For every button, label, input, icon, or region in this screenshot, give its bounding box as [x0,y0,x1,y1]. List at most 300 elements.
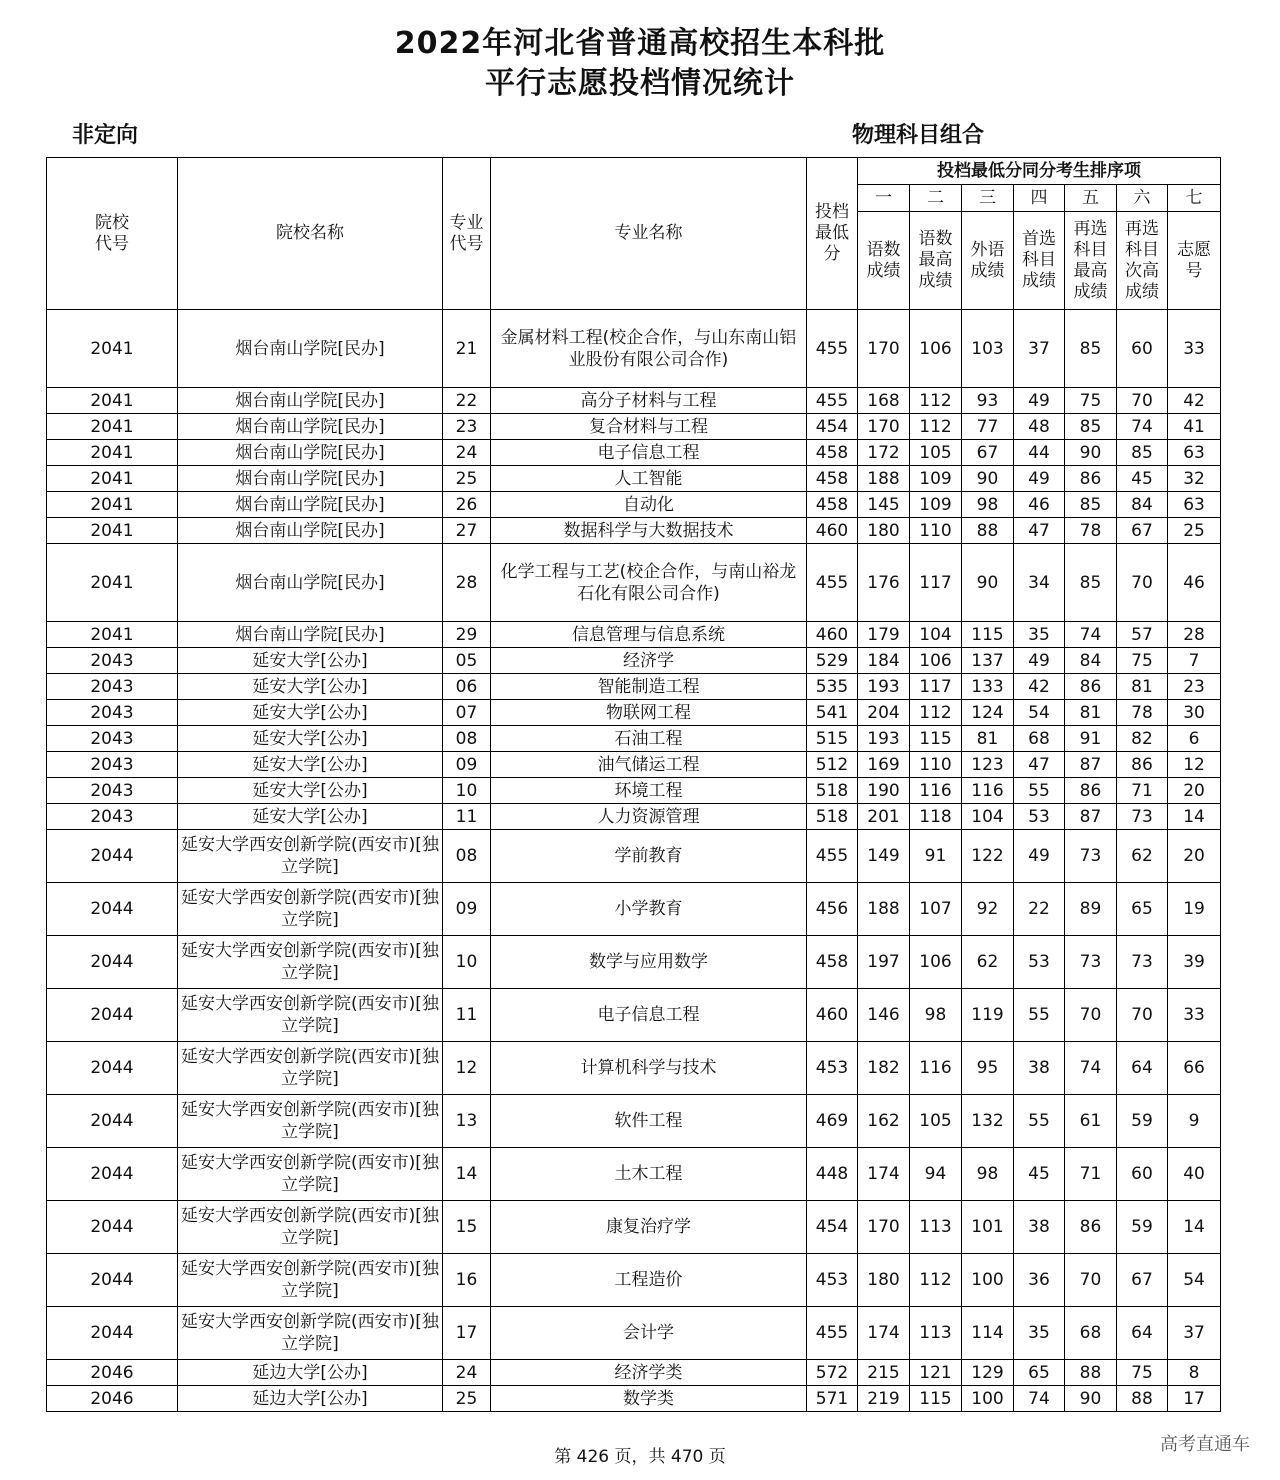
cell-school-name: 烟台南山学院[民办] [178,466,443,492]
cell-min-score: 512 [807,752,858,778]
cell-major-name: 小学教育 [491,883,807,936]
cell-second-subject-second: 70 [1117,388,1168,414]
cell-chinese-math-max: 112 [910,700,962,726]
table-row [47,989,1221,1042]
cell-choice-number: 30 [1168,700,1221,726]
header-min-score: 投档最低分 [807,158,858,310]
cell-school-name: 烟台南山学院[民办] [178,388,443,414]
cell-chinese-math-score: 168 [858,388,910,414]
cell-second-subject-second: 81 [1117,674,1168,700]
cell-min-score: 571 [807,1386,858,1412]
table-row [47,1042,1221,1095]
cell-first-subject-score: 36 [1014,1254,1065,1307]
cell-foreign-lang-score: 88 [962,518,1014,544]
cell-chinese-math-max: 109 [910,492,962,518]
table-row [47,544,1221,622]
cell-min-score: 518 [807,804,858,830]
cell-second-subject-second: 75 [1117,648,1168,674]
table-row [47,388,1221,414]
cell-min-score: 529 [807,648,858,674]
cell-school-name: 延安大学西安创新学院(西安市)[独立学院] [178,989,443,1042]
cell-major-code: 29 [443,622,491,648]
cell-choice-number: 66 [1168,1042,1221,1095]
cell-school-name: 延安大学西安创新学院(西安市)[独立学院] [178,830,443,883]
cell-chinese-math-score: 204 [858,700,910,726]
cell-second-subject-max: 85 [1065,310,1117,388]
cell-first-subject-score: 49 [1014,830,1065,883]
cell-foreign-lang-score: 129 [962,1360,1014,1386]
cell-second-subject-max: 68 [1065,1307,1117,1360]
cell-choice-number: 23 [1168,674,1221,700]
cell-major-code: 14 [443,1148,491,1201]
cell-chinese-math-score: 201 [858,804,910,830]
cell-major-name: 电子信息工程 [491,440,807,466]
header-tiebreak-num: 二 [910,185,962,212]
cell-foreign-lang-score: 137 [962,648,1014,674]
cell-choice-number: 17 [1168,1386,1221,1412]
cell-school-code: 2041 [47,544,178,622]
cell-major-code: 09 [443,883,491,936]
cell-second-subject-max: 70 [1065,1254,1117,1307]
cell-first-subject-score: 38 [1014,1042,1065,1095]
cell-school-name: 延安大学[公办] [178,804,443,830]
cell-major-code: 08 [443,726,491,752]
cell-chinese-math-score: 170 [858,1201,910,1254]
cell-school-name: 烟台南山学院[民办] [178,622,443,648]
cell-foreign-lang-score: 81 [962,726,1014,752]
cell-second-subject-max: 89 [1065,883,1117,936]
cell-chinese-math-max: 112 [910,1254,962,1307]
table-row [47,830,1221,883]
cell-major-name: 自动化 [491,492,807,518]
table-row [47,1254,1221,1307]
cell-major-name: 油气储运工程 [491,752,807,778]
cell-choice-number: 33 [1168,989,1221,1042]
cell-foreign-lang-score: 132 [962,1095,1014,1148]
cell-chinese-math-max: 117 [910,674,962,700]
header-tiebreak-label: 外语成绩 [962,212,1014,310]
cell-min-score: 453 [807,1042,858,1095]
cell-school-code: 2044 [47,1254,178,1307]
cell-first-subject-score: 65 [1014,1360,1065,1386]
cell-major-name: 环境工程 [491,778,807,804]
cell-chinese-math-score: 179 [858,622,910,648]
cell-first-subject-score: 55 [1014,989,1065,1042]
header-tiebreak-num: 六 [1117,185,1168,212]
header-tiebreak-num: 一 [858,185,910,212]
cell-chinese-math-max: 112 [910,414,962,440]
cell-major-name: 智能制造工程 [491,674,807,700]
cell-foreign-lang-score: 98 [962,492,1014,518]
cell-school-code: 2041 [47,466,178,492]
cell-major-code: 17 [443,1307,491,1360]
cell-school-code: 2043 [47,778,178,804]
header-tiebreak-label: 语数成绩 [858,212,910,310]
cell-major-name: 数据科学与大数据技术 [491,518,807,544]
cell-min-score: 455 [807,830,858,883]
cell-choice-number: 20 [1168,830,1221,883]
cell-second-subject-second: 64 [1117,1307,1168,1360]
cell-min-score: 469 [807,1095,858,1148]
header-school-code: 院校代号 [47,158,178,310]
table-row [47,700,1221,726]
cell-foreign-lang-score: 104 [962,804,1014,830]
cell-school-code: 2046 [47,1386,178,1412]
cell-second-subject-max: 87 [1065,752,1117,778]
cell-second-subject-second: 64 [1117,1042,1168,1095]
cell-foreign-lang-score: 67 [962,440,1014,466]
cell-chinese-math-max: 106 [910,936,962,989]
cell-major-code: 11 [443,989,491,1042]
table-row [47,440,1221,466]
cell-chinese-math-score: 176 [858,544,910,622]
cell-second-subject-max: 86 [1065,1201,1117,1254]
cell-min-score: 455 [807,388,858,414]
cell-chinese-math-score: 188 [858,883,910,936]
header-major-name: 专业名称 [491,158,807,310]
cell-foreign-lang-score: 101 [962,1201,1014,1254]
cell-min-score: 460 [807,989,858,1042]
cell-chinese-math-max: 106 [910,648,962,674]
cell-min-score: 572 [807,1360,858,1386]
cell-second-subject-max: 74 [1065,622,1117,648]
cell-foreign-lang-score: 90 [962,466,1014,492]
cell-second-subject-max: 73 [1065,830,1117,883]
cell-min-score: 455 [807,1307,858,1360]
cell-school-name: 延安大学西安创新学院(西安市)[独立学院] [178,1201,443,1254]
cell-major-name: 复合材料与工程 [491,414,807,440]
cell-school-name: 烟台南山学院[民办] [178,492,443,518]
cell-second-subject-max: 86 [1065,466,1117,492]
cell-chinese-math-max: 98 [910,989,962,1042]
cell-major-code: 09 [443,752,491,778]
cell-min-score: 460 [807,622,858,648]
cell-foreign-lang-score: 122 [962,830,1014,883]
cell-second-subject-max: 61 [1065,1095,1117,1148]
cell-choice-number: 41 [1168,414,1221,440]
cell-second-subject-max: 70 [1065,989,1117,1042]
cell-major-code: 25 [443,1386,491,1412]
cell-min-score: 453 [807,1254,858,1307]
cell-first-subject-score: 53 [1014,804,1065,830]
cell-school-code: 2041 [47,388,178,414]
cell-school-name: 延安大学[公办] [178,726,443,752]
cell-school-name: 延安大学西安创新学院(西安市)[独立学院] [178,1254,443,1307]
cell-major-name: 工程造价 [491,1254,807,1307]
cell-first-subject-score: 46 [1014,492,1065,518]
cell-choice-number: 42 [1168,388,1221,414]
cell-chinese-math-score: 174 [858,1148,910,1201]
cell-second-subject-second: 60 [1117,310,1168,388]
cell-second-subject-max: 88 [1065,1360,1117,1386]
table-row [47,622,1221,648]
cell-school-name: 延边大学[公办] [178,1360,443,1386]
cell-school-code: 2044 [47,1307,178,1360]
table-row [47,804,1221,830]
page-title-line2: 平行志愿投档情况统计 [485,66,795,101]
cell-chinese-math-score: 197 [858,936,910,989]
subject-group-label: 物理科目组合 [852,123,985,148]
cell-second-subject-second: 84 [1117,492,1168,518]
cell-foreign-lang-score: 90 [962,544,1014,622]
cell-major-code: 28 [443,544,491,622]
cell-foreign-lang-score: 92 [962,883,1014,936]
header-tiebreak-label: 语数最高成绩 [910,212,962,310]
cell-major-code: 05 [443,648,491,674]
cell-chinese-math-score: 172 [858,440,910,466]
category-label: 非定向 [72,123,139,148]
cell-second-subject-second: 57 [1117,622,1168,648]
cell-chinese-math-score: 146 [858,989,910,1042]
cell-chinese-math-max: 113 [910,1307,962,1360]
cell-major-name: 金属材料工程(校企合作，与山东南山铝业股份有限公司合作) [491,310,807,388]
cell-major-name: 数学类 [491,1386,807,1412]
header-major-code: 专业代号 [443,158,491,310]
cell-second-subject-max: 85 [1065,544,1117,622]
cell-major-code: 25 [443,466,491,492]
cell-school-name: 延安大学西安创新学院(西安市)[独立学院] [178,1095,443,1148]
cell-major-name: 化学工程与工艺(校企合作，与南山裕龙石化有限公司合作) [491,544,807,622]
header-school-name: 院校名称 [178,158,443,310]
cell-major-name: 康复治疗学 [491,1201,807,1254]
cell-first-subject-score: 47 [1014,518,1065,544]
cell-min-score: 460 [807,518,858,544]
cell-chinese-math-score: 170 [858,414,910,440]
table-row [47,1201,1221,1254]
table-row [47,752,1221,778]
table-row [47,518,1221,544]
cell-second-subject-max: 87 [1065,804,1117,830]
cell-first-subject-score: 54 [1014,700,1065,726]
table-row [47,778,1221,804]
cell-choice-number: 6 [1168,726,1221,752]
cell-chinese-math-max: 109 [910,466,962,492]
cell-major-code: 22 [443,388,491,414]
cell-chinese-math-score: 149 [858,830,910,883]
cell-second-subject-second: 74 [1117,414,1168,440]
cell-first-subject-score: 45 [1014,1148,1065,1201]
cell-first-subject-score: 47 [1014,752,1065,778]
page-title-line1: 2022年河北省普通高校招生本科批 [394,26,886,61]
cell-chinese-math-score: 169 [858,752,910,778]
cell-second-subject-second: 62 [1117,830,1168,883]
cell-min-score: 458 [807,440,858,466]
cell-min-score: 456 [807,883,858,936]
cell-school-code: 2043 [47,674,178,700]
cell-second-subject-second: 60 [1117,1148,1168,1201]
cell-second-subject-second: 70 [1117,989,1168,1042]
cell-major-name: 软件工程 [491,1095,807,1148]
watermark: 高考直通车 [1160,1434,1250,1455]
cell-first-subject-score: 37 [1014,310,1065,388]
header-tiebreak-label: 首选科目成绩 [1014,212,1065,310]
cell-major-code: 24 [443,440,491,466]
cell-school-name: 延安大学西安创新学院(西安市)[独立学院] [178,1042,443,1095]
cell-second-subject-max: 86 [1065,778,1117,804]
cell-second-subject-max: 71 [1065,1148,1117,1201]
cell-choice-number: 63 [1168,440,1221,466]
cell-first-subject-score: 22 [1014,883,1065,936]
cell-first-subject-score: 42 [1014,674,1065,700]
cell-min-score: 518 [807,778,858,804]
cell-major-code: 12 [443,1042,491,1095]
cell-choice-number: 32 [1168,466,1221,492]
table-row [47,674,1221,700]
cell-major-name: 电子信息工程 [491,989,807,1042]
cell-major-name: 土木工程 [491,1148,807,1201]
cell-major-name: 人工智能 [491,466,807,492]
cell-chinese-math-max: 94 [910,1148,962,1201]
cell-school-code: 2044 [47,1095,178,1148]
cell-choice-number: 40 [1168,1148,1221,1201]
cell-choice-number: 20 [1168,778,1221,804]
cell-second-subject-max: 78 [1065,518,1117,544]
cell-major-code: 06 [443,674,491,700]
cell-school-name: 烟台南山学院[民办] [178,544,443,622]
header-tiebreak-label: 再选科目最高成绩 [1065,212,1117,310]
cell-school-name: 烟台南山学院[民办] [178,414,443,440]
cell-foreign-lang-score: 123 [962,752,1014,778]
cell-min-score: 448 [807,1148,858,1201]
cell-first-subject-score: 49 [1014,648,1065,674]
header-tiebreak-num: 四 [1014,185,1065,212]
cell-chinese-math-max: 115 [910,726,962,752]
cell-chinese-math-max: 113 [910,1201,962,1254]
cell-second-subject-max: 90 [1065,440,1117,466]
cell-chinese-math-max: 105 [910,1095,962,1148]
cell-foreign-lang-score: 93 [962,388,1014,414]
table-row [47,1307,1221,1360]
cell-first-subject-score: 49 [1014,388,1065,414]
cell-second-subject-second: 45 [1117,466,1168,492]
header-tiebreak-num: 三 [962,185,1014,212]
cell-chinese-math-max: 112 [910,388,962,414]
table-row [47,414,1221,440]
cell-chinese-math-max: 104 [910,622,962,648]
cell-school-name: 烟台南山学院[民办] [178,440,443,466]
cell-second-subject-max: 73 [1065,936,1117,989]
table-row [47,466,1221,492]
cell-major-name: 学前教育 [491,830,807,883]
cell-foreign-lang-score: 98 [962,1148,1014,1201]
cell-school-name: 延安大学[公办] [178,648,443,674]
cell-school-code: 2041 [47,492,178,518]
cell-second-subject-second: 85 [1117,440,1168,466]
cell-choice-number: 14 [1168,1201,1221,1254]
cell-school-code: 2043 [47,700,178,726]
cell-chinese-math-max: 121 [910,1360,962,1386]
cell-major-code: 11 [443,804,491,830]
table-row [47,310,1221,388]
cell-chinese-math-score: 190 [858,778,910,804]
cell-school-code: 2046 [47,1360,178,1386]
cell-min-score: 455 [807,544,858,622]
cell-chinese-math-score: 145 [858,492,910,518]
cell-chinese-math-score: 193 [858,674,910,700]
cell-major-code: 24 [443,1360,491,1386]
cell-major-code: 15 [443,1201,491,1254]
cell-foreign-lang-score: 100 [962,1254,1014,1307]
cell-chinese-math-max: 116 [910,1042,962,1095]
cell-major-name: 石油工程 [491,726,807,752]
cell-choice-number: 8 [1168,1360,1221,1386]
cell-min-score: 515 [807,726,858,752]
cell-first-subject-score: 55 [1014,1095,1065,1148]
cell-foreign-lang-score: 77 [962,414,1014,440]
cell-first-subject-score: 55 [1014,778,1065,804]
cell-foreign-lang-score: 95 [962,1042,1014,1095]
header-tiebreak-num: 五 [1065,185,1117,212]
cell-school-code: 2044 [47,989,178,1042]
table-row [47,726,1221,752]
cell-major-code: 26 [443,492,491,518]
cell-school-code: 2041 [47,622,178,648]
cell-major-name: 高分子材料与工程 [491,388,807,414]
cell-school-name: 延安大学西安创新学院(西安市)[独立学院] [178,1307,443,1360]
cell-second-subject-max: 91 [1065,726,1117,752]
cell-chinese-math-max: 110 [910,752,962,778]
cell-second-subject-second: 86 [1117,752,1168,778]
cell-major-name: 经济学类 [491,1360,807,1386]
cell-major-name: 物联网工程 [491,700,807,726]
cell-second-subject-second: 67 [1117,518,1168,544]
cell-first-subject-score: 38 [1014,1201,1065,1254]
cell-foreign-lang-score: 62 [962,936,1014,989]
cell-major-name: 会计学 [491,1307,807,1360]
cell-major-name: 数学与应用数学 [491,936,807,989]
cell-school-code: 2041 [47,518,178,544]
cell-choice-number: 63 [1168,492,1221,518]
cell-second-subject-second: 67 [1117,1254,1168,1307]
cell-foreign-lang-score: 116 [962,778,1014,804]
cell-chinese-math-score: 174 [858,1307,910,1360]
cell-chinese-math-score: 219 [858,1386,910,1412]
cell-foreign-lang-score: 103 [962,310,1014,388]
cell-school-name: 延安大学西安创新学院(西安市)[独立学院] [178,1148,443,1201]
cell-chinese-math-score: 215 [858,1360,910,1386]
cell-school-code: 2044 [47,830,178,883]
cell-first-subject-score: 49 [1014,466,1065,492]
cell-second-subject-max: 86 [1065,674,1117,700]
cell-school-code: 2043 [47,726,178,752]
cell-major-code: 13 [443,1095,491,1148]
cell-school-name: 延安大学西安创新学院(西安市)[独立学院] [178,936,443,989]
cell-major-code: 10 [443,778,491,804]
cell-second-subject-max: 84 [1065,648,1117,674]
cell-first-subject-score: 74 [1014,1386,1065,1412]
cell-school-name: 延安大学西安创新学院(西安市)[独立学院] [178,883,443,936]
cell-school-code: 2044 [47,936,178,989]
cell-min-score: 458 [807,936,858,989]
cell-choice-number: 28 [1168,622,1221,648]
table-row [47,1095,1221,1148]
header-tiebreak-label: 再选科目次高成绩 [1117,212,1168,310]
cell-school-name: 延安大学[公办] [178,778,443,804]
cell-choice-number: 9 [1168,1095,1221,1148]
cell-school-code: 2041 [47,310,178,388]
admission-table [46,157,1221,1412]
cell-foreign-lang-score: 124 [962,700,1014,726]
cell-second-subject-second: 59 [1117,1201,1168,1254]
cell-second-subject-second: 70 [1117,544,1168,622]
cell-chinese-math-score: 170 [858,310,910,388]
cell-second-subject-second: 78 [1117,700,1168,726]
cell-first-subject-score: 53 [1014,936,1065,989]
cell-school-name: 延安大学[公办] [178,674,443,700]
cell-second-subject-max: 90 [1065,1386,1117,1412]
cell-foreign-lang-score: 115 [962,622,1014,648]
cell-choice-number: 37 [1168,1307,1221,1360]
